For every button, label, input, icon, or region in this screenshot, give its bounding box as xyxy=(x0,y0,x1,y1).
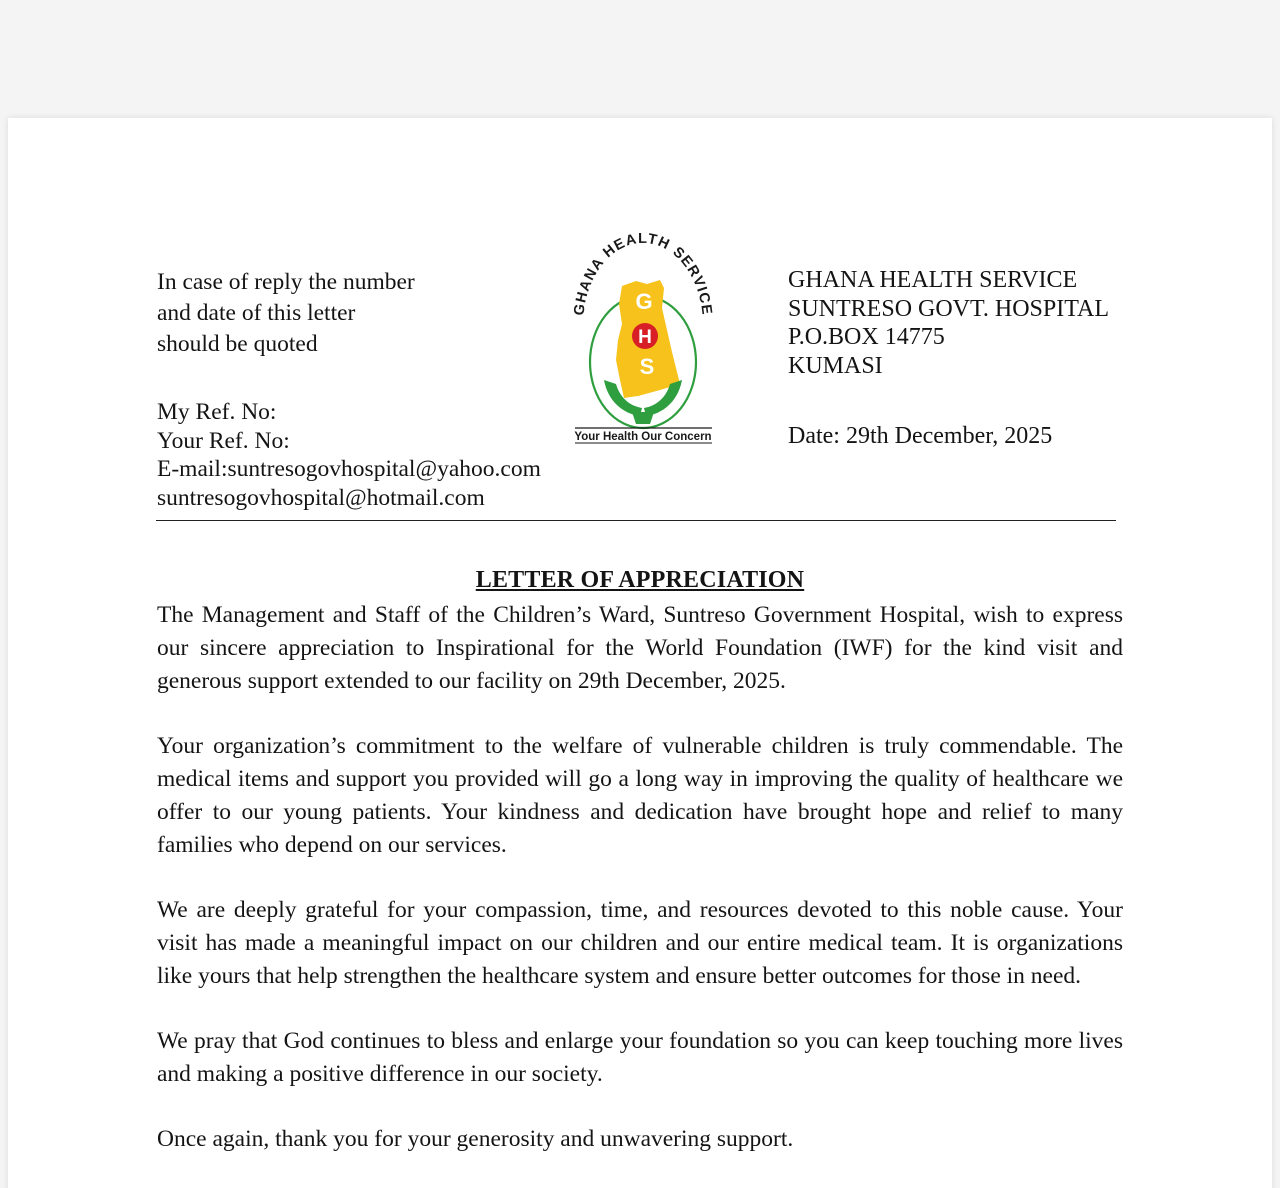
body-paragraph: The Management and Staff of the Children’s Ward, Suntreso Government Hospital, wish to express our sincere appreciation to Inspirational for the World Foundation (IWF) for the kind visit and generous support extended to our facility on 29th December, 2025. xyxy=(157,602,1123,694)
address-line: P.O.BOX 14775 xyxy=(788,324,945,350)
your-ref-label: Your Ref. No: xyxy=(157,427,290,454)
logo-letter-s: S xyxy=(639,354,655,379)
email-hotmail: suntresogovhospital@hotmail.com xyxy=(157,484,485,511)
letter-date: Date: 29th December, 2025 xyxy=(788,423,1053,449)
reply-note-line: and date of this letter xyxy=(157,300,356,326)
hospital-address xyxy=(788,266,1109,380)
address-line: KUMASI xyxy=(788,352,883,379)
body-paragraph: Your organization’s commitment to the welfare of vulnerable children is truly commendable. The medical items and support you provided will go a long way in improving the quality of healthcare we offer to our young patients. Your kindness and dedication have brought hope and relief to many families who depend on our services. xyxy=(157,733,1123,858)
logo-ring-text: GHANA HEALTH SERVICE xyxy=(571,230,715,317)
logo-letter-g: G xyxy=(635,289,653,314)
body-paragraph: We are deeply grateful for your compassion, time, and resources devoted to this noble cause. Your visit has made a meaningful impact on our children and our entire medical team. It is organizations like yours that help strengthen the healthcare system and ensure better outcomes for those in need. xyxy=(157,897,1123,989)
header-divider xyxy=(156,520,1116,521)
letter-title: LETTER OF APPRECIATION xyxy=(475,567,805,593)
address-line: GHANA HEALTH SERVICE xyxy=(788,267,1078,293)
reference-block xyxy=(157,398,541,512)
letter-page xyxy=(8,118,1272,1188)
body-paragraph: We pray that God continues to bless and enlarge your foundation so you can keep touching more lives and making a positive difference in our society. xyxy=(157,1028,1123,1087)
logo-letter-h: H xyxy=(638,327,652,348)
hands-base-icon xyxy=(632,412,654,424)
ghs-logo xyxy=(556,230,726,446)
logo-motto: Your Health Our Concern xyxy=(574,431,712,443)
email-yahoo: E-mail:suntresogovhospital@yahoo.com xyxy=(157,456,541,482)
reply-note-line: should be quoted xyxy=(157,331,318,357)
address-line: SUNTRESO GOVT. HOSPITAL xyxy=(788,295,1109,322)
reply-note-line: In case of reply the number xyxy=(157,269,415,295)
my-ref-label: My Ref. No: xyxy=(157,399,277,425)
reply-note xyxy=(157,267,415,360)
body-paragraph: Once again, thank you for your generosity and unwavering support. xyxy=(157,1126,794,1152)
